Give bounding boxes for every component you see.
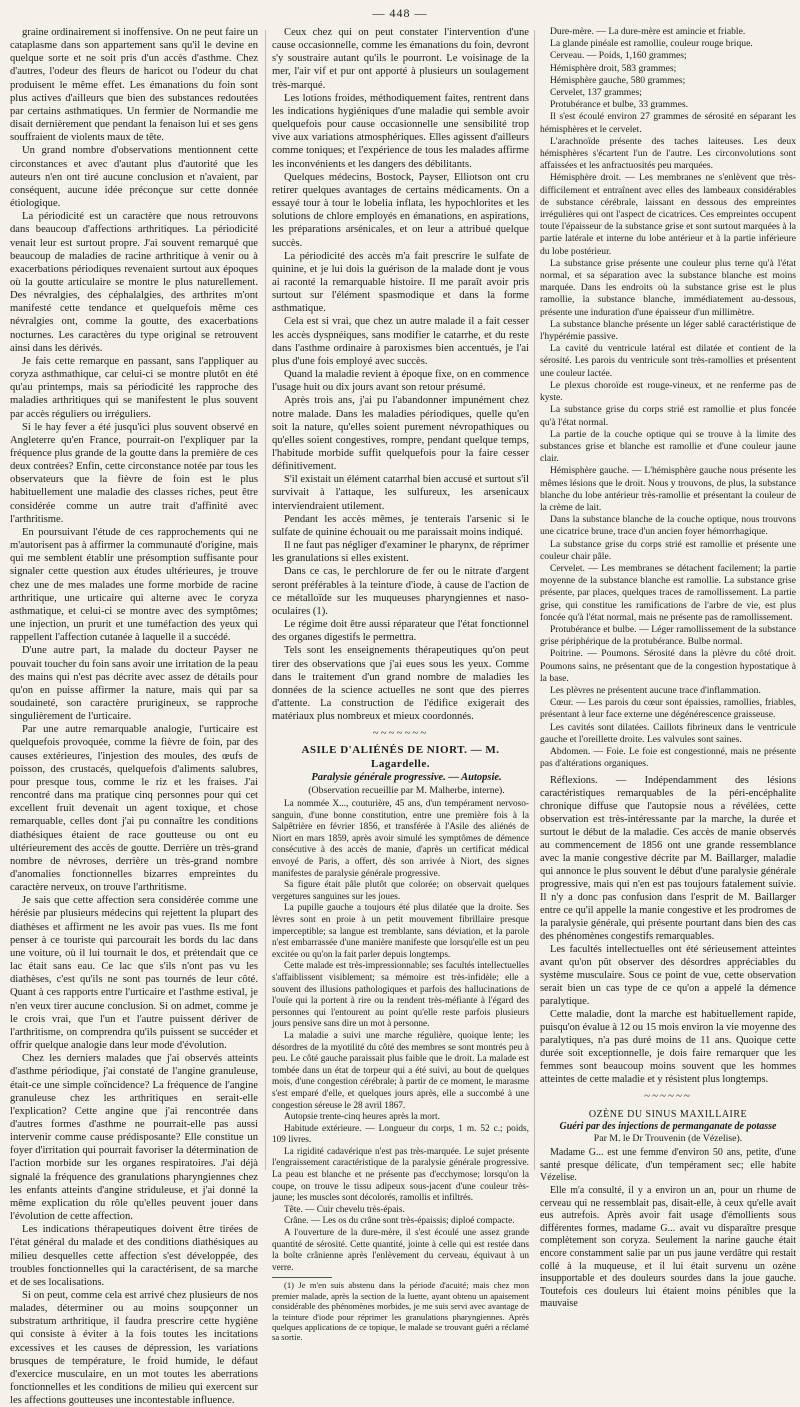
paragraph: Réflexions. — Indépendamment des lésions caractéristiques remarquables de la péri-encéphalite chronique diffuse que l'autopsie nous a révélées, cette observation est très-intéressante par la marche, la durée et surtout le début de la maladie. Ces accès de manie observés au commencement de 1856 ont une grande ressemblance avec la manie congestive décrite par M. Baillarger, maladie qui annonce le plus souvent le début d'une paralysie générale progressive, mais qui n'en est pas toujours fatalement suivie. Il n'y a donc pas confusion dans l'esprit de M. Baillarger entre ce qu'il appelle la manie congestive et les prodromes de la paralysie générale, qui présente pourtant dans bien des cas des phénomènes congestifs remarquables. (540, 775, 796, 943)
column-rule (534, 30, 535, 1170)
footnote-rule (272, 1277, 332, 1278)
paragraph: Hémisphère gauche, 580 grammes; (550, 74, 686, 86)
paragraph: Quelques médecins, Bostock, Payser, Elliotson ont cru retirer quelques avantages de certains médicaments. On a essayé tour à tour le lobelia inflata, les hypochlorites et les solutions de chlore employés en émanations, en aspirations, les préparations arsénicales, et on leur a attribué quelque succès. (272, 171, 529, 249)
paragraph: Hémisphère droit, 583 grammes; (550, 62, 677, 74)
section-heading: ASILE D'ALIÉNÉS DE NIORT. — M. Lagardelle. (301, 744, 500, 770)
case-report (272, 799, 529, 1274)
paragraph: Il s'est écoulé environ 27 grammes de sérosité en séparant les hémisphères et le cervelet. (540, 111, 796, 135)
paragraph: Cette maladie, dont la marche est habituellement rapide, puisqu'on évalue à 12 ou 15 mois environ la vie moyenne des paralytiques, n'a pas duré moins de 11 ans. Quoique cette durée soit exceptionnelle, je dois faire remarquer que les femmes sont beaucoup moins souvent que les hommes atteintes de cette maladie et y résistent plus longtemps. (540, 1009, 796, 1086)
page-number: — 448 — (372, 6, 428, 20)
paragraph: Les cavités sont dilatées. Caillots fibrineux dans le ventricule gauche et l'oreillette droite. Les valvules sont saines. (540, 721, 796, 745)
ozene-article (540, 1147, 796, 1311)
paragraph: La périodicité est un caractère que nous retrouvons dans beaucoup d'affections arthritiques. La périodicité venait leur est surtout propre. J'ai souvent remarqué que beaucoup de maladies de racine arthritique à venir ou à exacerbations périodiques revenaient surtout aux époques où la goutte articulaire se montre le plus naturellement. Des névralgies, des céphalalgies, des arthrites m'ont manifesté cette tendance et quelquefois même ces névralgies ont, comme la goutte, des exacerbations nocturnes. Les caractères du type original se retrouvent ainsi dans les dérivés. (10, 211, 258, 354)
paragraph: Ceux chez qui on peut constater l'intervention d'une cause occasionnelle, comme les émanations du foin, devront s'y soustraire autant qu'ils le pourront. Le voisinage de la mer, l'air vif et pur ont apporté à plusieurs un soulagement très-marqué. (272, 27, 529, 91)
paragraph: Madame G... est une femme d'environ 50 ans, petite, d'une santé presque délicate, d'un tempérament sec; elle habite Vézelise. (540, 1147, 796, 1184)
paragraph: Tête. — Cuir chevelu très-épais. (284, 1204, 405, 1215)
paragraph: Hémisphère gauche. — L'hémisphère gauche nous présente les mêmes lésions que le droit. Nous y trouvons, de plus, la substance blanche du lobe antérieur très-ramollie et présentant la couleur de la crème de lait. (540, 465, 796, 513)
reflexions-section (540, 774, 796, 1086)
paragraph: Par une autre remarquable analogie, l'urticaire est quelquefois provoquée, comme la fièvre de foin, par des causes extérieures, l'injestion des moules, des œufs de poisson, des crustacés, quelquefois d'aliments salubres, pour presque tous, comme le riz et les fraises. J'ai rencontré dans ma pratique cinq personnes pour qui cet excellent fruit devenait un agent toxique, et chose remarquable, celles dont j'ai pu connaître les conditions diathésiques étaient de race goutteuse ou ont eu ultérieurement des accès de goutte. Derrière un très-grand nombre de névroses, derrière un très-grand nombre d'anomalies fonctionnelles bizarres empreintes du caractère nerveux, on trouve l'arthritisme. (10, 724, 258, 894)
paragraph: La cavité du ventricule latéral est dilatée et contient de la sérosité. Les parois du ventricule sont très-ramollies et présentent une couleur lactée. (540, 343, 796, 379)
paragraph: La rigidité cadavérique n'est pas très-marquée. Le sujet présente l'engraissement caractéristique de la paralysie générale progressive. La peau est blanche et ne présente pas d'ecchymose; lorsqu'on la coupe, on trouve le tissu adipeux sous-jacent d'une couleur très-jaune; les muscles sont décolorés, ramollis et infiltrés. (272, 1146, 529, 1204)
paragraph: Autopsie trente-cinq heures après la mort. (284, 1112, 440, 1123)
paragraph: Si le hay fever a été jusqu'ici plus souvent observé en Angleterre qu'en France, pourrait-on l'expliquer par la fréquence plus grande de la goutte dans la première de ces deux contrées? Enfin, cette circonstance notée par tous les observateurs que la fièvre de foin est le plus habituellement une maladie des classes riches, peut être considérée comme un autre trait d'affinité avec l'arthritisme. (10, 421, 258, 525)
footnote: (1) Je m'en suis abstenu dans la période d'acuité; mais chez mon premier malade, après la section de la luette, ayant obtenu un apaisement considérable des phénomènes morbides, je me suis servi avec avantage de la teinture d'iode pour réprimer les granulations pharyngiennes. Après quelques applications de ce topique, le malade se trouvant guéri a réclamé sa sortie. (272, 1280, 529, 1343)
article-title: Paralysie générale progressive. — Autopsie. (311, 771, 502, 783)
paragraph: Cœur. — Les parois du cœur sont épaissies, ramollies, friables, présentant à leur face externe une dégénérescence graisseuse. (540, 697, 796, 721)
paragraph: La substance grise du corps strié est ramollie et présente une couleur chair pâle. (540, 538, 796, 562)
column-left (10, 26, 258, 1407)
paragraph: Cette malade est très-impressionnable; ses facultés intellectuelles s'affaiblissent visiblement; sa mémoire est très-infidèle; elle a souvent des illusions pathologiques et parfois des hallucinations de l'ouïe qui la portent à rire ou la rendent très-méfiante à l'égard des personnes qui l'entourent au point qu'elle reste parfois plusieurs jours pensive sans dire un mot à personne. (272, 961, 529, 1030)
paragraph: La nommée X..., couturière, 45 ans, d'un tempérament nervoso-sanguin, d'une bonne constitution, entre une première fois à la Salpêtrière en février 1856, et transférée à l'Asile des aliénés de Niort en mars 1859, après avoir simulé les symptômes de démence consécutive à des accès de manie, d'après un certificat médical envoyé de Paris, a offert, dès son arrivée à Niort, des signes manifestes de paralysie générale progressive. (272, 799, 529, 879)
paragraph: Les facultés intellectuelles ont été sérieusement atteintes avant qu'on pût observer des désordres appréciables du système musculaire. Sous ce point de vue, cette observation serait bien un cas type de ce qu'on a appelé la démence paralytique. (540, 944, 796, 1008)
paragraph: Abdomen. — Foie. Le foie est congestionné, mais ne présente pas d'altérations organiques. (540, 745, 796, 770)
paragraph: Les lotions froides, méthodiquement faites, rentrent dans les indications hygiéniques d'une maladie qui semble avoir quelquefois pour cause occasionnelle une sensibilité trop vive aux variations atmosphériques. Elles agissent d'ailleurs comme toniques; et l'expérience de tous les malades affirme les inconvénients et les dangers des débilitants. (272, 92, 529, 170)
paragraph: Elle m'a consulté, il y a environ un an, pour un rhume de cerveau qui ne ressemblait pas, disait-elle, à ceux qu'elle avait eus autrefois. Après avoir fait usage d'émollients sous différentes formes, madame G... avait vu disparaître presque complètement son coryza. Seulement la narine gauche était encore constamment salie par un pus jaune verdâtre qui restait collé à la muqueuse, et il lui était survenu un ozène insupportable et des douleurs sourdes dans la joue gauche. Toutefois ces douleurs lui étaient moins pénibles que la mauvaise (540, 1184, 796, 1310)
paragraph: Les indications thérapeutiques doivent être tirées de l'état général du malade et des conditions diathésiques au milieu desquelles cette affection s'est développée, des troubles fonctionnelles qui la caractérisent, de sa marche et de ses localisations. (10, 1224, 258, 1288)
paragraph: Cela est si vrai, que chez un autre malade il a fait cesser les accès dyspnéiques, sans modifier le catarrhe, et du reste dans l'asthme ordinaire à paroxismes bien accentués, je l'ai plus d'une fois employé avec succès. (272, 316, 529, 367)
paragraph: La pupille gauche a toujours été plus dilatée que la droite. Ses lèvres sont en proie à un petit mouvement fibrillaire presque imperceptible; sa langue est tremblante, sans déviation, et la parole n'est embarrassée d'une manière manifeste que lorsqu'elle est un peu excitée ou qu'on la fait parler depuis longtemps. (272, 903, 529, 960)
article-byline: Par M. le Dr Trouvenin (de Vézelise). (593, 1133, 743, 1144)
paragraph: Je fais cette remarque en passant, sans l'appliquer au coryza asthmathique, car celui-ci se montre plutôt en été qu'au printemps, mais sa périodicité les rapproche des maladies arthritiques qui se manifestent le plus souvent par accès réguliers ou irréguliers. (10, 355, 258, 420)
article-title: Guéri par des injections de permanganate de potasse (559, 1120, 777, 1132)
paragraph: Cervelet, 137 grammes; (550, 87, 642, 99)
paragraph: Si on peut, comme cela est arrivé chez plusieurs de nos malades, déterminer ou au moins soupçonner un substratum arthritique, il faudra prescrire cette hygiène qui consiste à éviter à la fois toutes les incitations excessives et les causes de dépression, les variations brusques de température, le froid humide, le défaut d'exercice musculaire, en un mot toutes les aberrations fonctionnelles et les conditions de milieu qui exercent sur les affections goutteuses une incontestable influence. (10, 1290, 258, 1407)
paragraph: Hémisphère droit. — Les membranes ne s'enlèvent que très-difficilement et entraînent avec elles des lambeaux considérables de substance cérébrale, laissant en dessous des empreintes irrégulières qui ont l'aspect de cicatrices. Ces empreintes occupent toute l'épaisseur de la substance grise et sont surtout marquées à la partie latérale et interne du lobe antérieur et à la partie inférieure du lobe postérieur. (540, 172, 796, 257)
paragraph: Quand la maladie revient à époque fixe, on en commence l'usage huit ou dix jours avant son retour présumé. (272, 369, 529, 394)
paragraph: Le régime doit être aussi réparateur que l'état fonctionnel des organes digestifs le permettra. (272, 619, 529, 644)
paragraph: S'il existait un élément catarrhal bien accusé et surtout s'il survivait à l'attaque, les sulfureux, les arsenicaux interviendraient utilement. (272, 474, 529, 512)
paragraph: Sa figure était pâle plutôt que colorée; on observait quelques vergetures sanguines sur les joues. (272, 880, 529, 902)
paragraph: Il ne faut pas négliger d'examiner le pharynx, de réprimer les granulations si elles existent. (272, 540, 529, 565)
section-flourish: ~~~~~~ (644, 1090, 692, 1103)
paragraph: A l'ouverture de la dure-mère, il s'est écoulé une assez grande quantité de sérosité. Cette quantité, jointe à celle qui est restée dans la boîte crânienne après l'enlèvement du cerveau, équivaut à un verre. (272, 1228, 529, 1273)
paragraph: La substance blanche présente un léger sablé caractéristique de l'hypérémie passive. (540, 318, 796, 343)
paragraph: La glande pinéale est ramollie, couleur rouge brique. (550, 38, 753, 50)
paragraph: La maladie a suivi une marche régulière, quoique lente; les désordres de la myotilité du côté des membres se sont montrés peu à peu. Le côté gauche paraissait plus faible que le droit. La malade est tombée dans un état de torpeur qui a été suivi, au bout de quelques mois, d'une congestion cérébrale; à partir de ce moment, le marasme s'est emparé d'elle, et quelques jours après, elle a succombé à une congestion séreuse le 28 avril 1867. (272, 1030, 529, 1111)
section-flourish: ~~~~~~~ (372, 727, 429, 740)
paragraph: Poitrine. — Poumons. Sérosité dans la plèvre du côté droit. Poumons sains, ne présentant que de la congestion hypostatique à la base. (540, 648, 796, 684)
paragraph: Un grand nombre d'observations mentionnent cette circonstances et avec d'autant plus d'autorité que les auteurs n'en ont tiré aucune conclusion et n'avaient, par conséquent, aucune idée préconçue sur cette donnée étiologique. (10, 145, 258, 210)
paragraph: En poursuivant l'étude de ces rapprochements qui ne m'autorisent pas à affirmer la communauté d'origine, mais qui me semblent établir une présomption suffisante pour signaler cette question aux études ultérieures, je trouve chez une de mes malades une forme morbide de racine arthritique, une urticaire qui alterne avec le coryza asthmatique, et celui-ci se montre avec des symptômes; une injection, un prurit et une tuméfaction des yeux qui rappellent l'affection cutanée à laquelle il a succédé. (10, 526, 258, 644)
paragraph: Dans la substance blanche de la couche optique, nous trouvons une cicatrice brune, trace d'un ancien foyer hémorrhagique. (540, 514, 796, 538)
paragraph: Pendant les accès mêmes, je tenterais l'arsenic si le sulfate de quinine échouait ou me paraissait moins indiqué. (272, 513, 529, 538)
paragraph: Dure-mère. — La dure-mère est amincie et friable. (550, 26, 746, 37)
section-heading: OZÈNE DU SINUS MAXILLAIRE (588, 1108, 748, 1120)
paragraph: Protubérance et bulbe, 33 grammes. (550, 99, 688, 111)
paragraph: Les plèvres ne présentent aucune trace d'inflammation. (550, 684, 761, 696)
paragraph: La substance grise du corps strié est ramollie et plus foncée qu'à l'état normal. (540, 404, 796, 428)
paragraph: Dans ce cas, le perchlorure de fer ou le nitrate d'argent seront préférables à la teinture d'iode, à cause de l'action de ce métalloïde sur les muqueuses pharyngiennes et naso-oculaires (1). (272, 566, 529, 617)
paragraph: Crâne. — Les os du crâne sont très-épaissis; diploé compacte. (284, 1216, 515, 1227)
column-middle (272, 26, 529, 1343)
paragraph: Après trois ans, j'ai pu l'abandonner impunément chez notre malade. Dans les maladies périodiques, quelle qu'en soit la nature, qu'elles soient purement névropathiques ou qu'elles soient congestives, rompre, pendant quelque temps, l'habitude morbide suffit quelquefois pour la faire cesser définitivement. (272, 395, 529, 473)
paragraph: Cervelet. — Les membranes se détachent facilement; la partie moyenne de la substance blanche est ramollie. La substance grise présente, par places, quelques traces de ramollissement. La partie grise, qui constitue les ramifications de l'arbre de vie, est plus foncée qu'à l'état normal, mais ne présente pas de ramollissement. (540, 562, 796, 623)
paragraph: Protubérance et bulbe. — Léger ramollissement de la substance grise périphérique de la protubérance. Bulbe normal. (540, 623, 796, 648)
paragraph: L'arachnoïde présente des taches laiteuses. Les deux hémisphères s'écartent l'un de l'autre. Les circonvolutions sont affaissées et les anfractuosités peu marquées. (540, 135, 796, 172)
paragraph: D'une autre part, la malade du docteur Payser ne pouvait toucher du foin sans avoir une irritation de la peau des mains qui n'est pas décrite avec assez de détails pour qu'on en puisse affirmer la nature, mais qui par sa soudaineté, son caractère prurigineux, se rapproche singulièrement de l'urticaire. (10, 645, 258, 723)
column-rule (265, 30, 266, 1170)
paragraph: Habitude extérieure. — Longueur du corps, 1 m. 52 c.; poids, 109 livres. (272, 1123, 529, 1146)
paragraph: graine ordinairement si inoffensive. On ne peut faire un cataplasme dans son appartement sans qu'il le devine en quelque sorte et ne soit pris d'un accès d'asthme. Chez d'autres, l'odeur des fleurs de haricot ou l'odeur du chat produisent le même effet. Les émanations du foin sont plus actives d'ailleurs que bien des substances redoutées par certains asthmatiques. Un fermier de Normandie me disait dernièrement que pendant la fenaison lui et ses gens souffraient de violents maux de tête. (10, 27, 258, 144)
paragraph: Le plexus choroïde est rouge-vineux, et ne renferme pas de kyste. (540, 379, 796, 404)
paragraph: La périodicité des accès m'a fait prescrire le sulfate de quinine, et je lui dois la guérison de la malade dont je vous ai raconté la remarquable histoire. Il me paraît avoir pris surtout sur l'élément spasmodique et dans la forme asthmatique. (272, 250, 529, 315)
paragraph: La substance grise présente une couleur plus terne qu'à l'état normal, et sa séparation avec la substance blanche est moins marquée. Dans les endroits où la substance grise est le plus ramollie, la substance blanche, immédiatement au-dessous, présente une induration d'une épaisseur d'un millimètre. (540, 257, 796, 318)
article-byline: (Observation recueillie par M. Malherbe, interne). (308, 784, 505, 796)
paragraph: Chez les derniers malades que j'ai observés atteints d'asthme périodique, j'ai constaté de l'angine granuleuse, était-ce une simple coïncidence? La fréquence de l'angine granuleuse chez les arthritiques en serait-elle l'explication? Cette angine que j'ai rencontrée dans d'autres formes d'asthme ne pourrait-elle pas aussi intervenir comme cause prédisposante? Elle constitue un foyer d'irritation qui pourrait favoriser la détermination de l'action morbide sur les organes respiratoires. J'ai déjà signalé la fréquence des granulations pharyngiennes chez les enfants atteints d'angine striduleuse, et j'ai donné la même explication du rôle qu'elles peuvent jouer dans l'évolution de cette affection. (10, 1053, 258, 1223)
paragraph: Je sais que cette affection sera considérée comme une hérésie par plusieurs médecins qui rejettent la plupart des diathèses et affirment ne les avoir pas vues. Ils me font penser à ce touriste qui parcourait les bords du lac dans une voiture, où il lui tournait le dos, et prétendait que ce lac était sans eau. Ce lac que s'ils n'ont pas vu les diathèses, c'est qu'ils ne sont pas tournés de leur côté. Quant à ces rapports entre l'urticaire et l'asthme estival, je n'en veux tirer aucune conclusion. Si on admet, comme je le crois vrai, que l'un et l'autre puissent dériver de l'arthritisme, on comprendra qu'ils puissent se succéder et offrir quelque analogie dans leur mode d'évolution. (10, 895, 258, 1052)
paragraph: La partie de la couche optique qui se trouve à la limite des substances grise et blanche est ramollie et d'une couleur jaune clair. (540, 428, 796, 465)
paragraph: Cerveau. — Poids, 1,160 grammes; (550, 50, 687, 62)
paragraph: Tels sont les enseignements thérapeutiques qu'on peut tirer des observations que j'ai eues sous les yeux. Comme dans le traitement d'un grand nombre de maladies les données de la science actuelles ne sont que des pierres d'attente. La construction de l'édifice exigerait des matériaux plus nombreux et mieux coordonnés. (272, 645, 529, 723)
column-right (540, 26, 796, 1310)
